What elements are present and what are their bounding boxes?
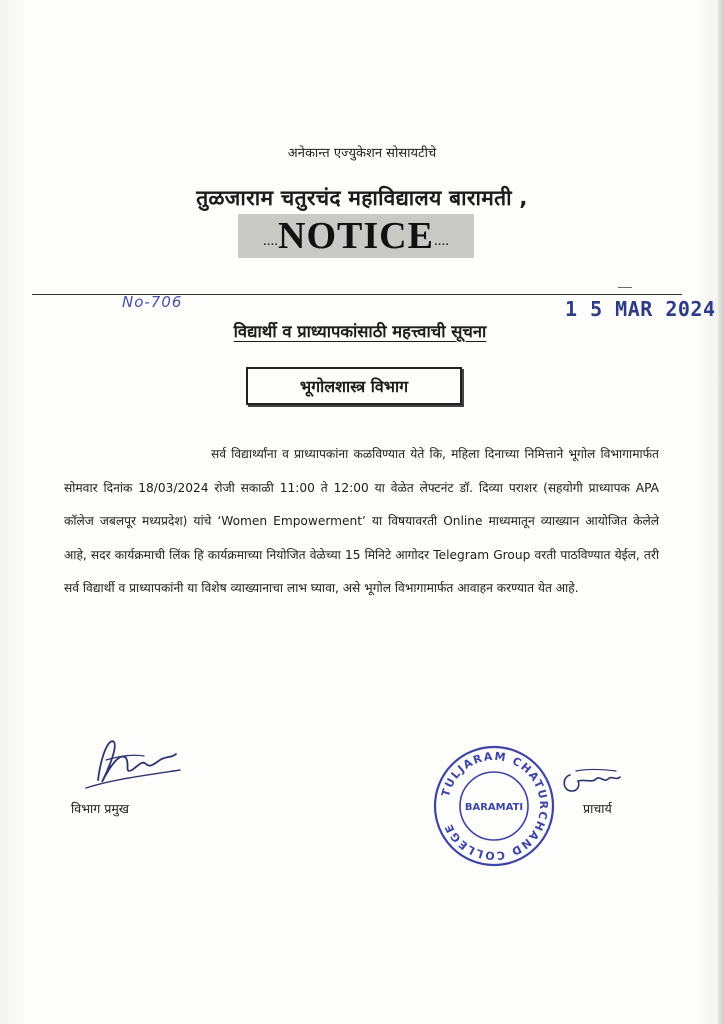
principal-signature	[556, 763, 636, 803]
society-name: अनेकान्त एज्युकेशन सोसायटीचे	[287, 146, 437, 161]
notice-dots-left: ....	[263, 233, 279, 249]
date-stamp: 1 5 MAR 2024	[565, 297, 716, 321]
hod-label: विभाग प्रमुख	[71, 801, 130, 816]
college-seal	[432, 744, 556, 868]
notice-body: सर्व विद्यार्थ्यांना व प्राध्यापकांना कळविण्यात येते कि, महिला दिनाच्या निमित्ताने भूगोल विभागामार्फत सोमवार दिनांक 18/03/2024 रोजी सकाळी 11:00 ते 12:00 या वेळेत लेफ्टनंट डॉ. दिव्या पराशर (सहयोगी प्राध्यापक APA कॉलेज जबलपूर मध्यप्रदेश) यांचे ‘Women Empowerment’ या विषयावरती Online माध्यमातून व्याख्यान आयोजित केलेले आहे, सदर कार्यक्रमाची लिंक हि कार्यक्रमाच्या नियोजित वेळेच्या 15 मिनिटे आगोदर Telegram Group वरती पाठविण्यात येईल, तरी सर्व विद्यार्थी व प्राध्यापकांनी या विशेष व्याख्यानाचा लाभ घ्यावा, असे भूगोल विभागामार्फत आवाहन करण्यात येत आहे.	[64, 447, 659, 595]
hod-signature	[80, 730, 190, 800]
reference-number: No-706	[122, 293, 183, 311]
notice-banner	[238, 214, 474, 258]
college-name: तुळजाराम चतुरचंद महाविद्यालय बारामती ,	[196, 186, 528, 210]
notice-dots-right: ....	[433, 233, 449, 249]
principal-label: प्राचार्य	[583, 801, 612, 816]
seal-center-text: BARAMATI	[464, 802, 524, 813]
divider-mark	[618, 287, 632, 288]
notice-subject: विद्यार्थी व प्राध्यापकांसाठी महत्त्वाची सूचना	[233, 322, 487, 341]
seal-ring-text: TULJARAM CHATURCHAND COLLEGE	[438, 749, 551, 863]
department-heading: भूगोलशास्त्र विभाग	[246, 367, 462, 405]
notice-title: NOTICE	[278, 215, 434, 257]
